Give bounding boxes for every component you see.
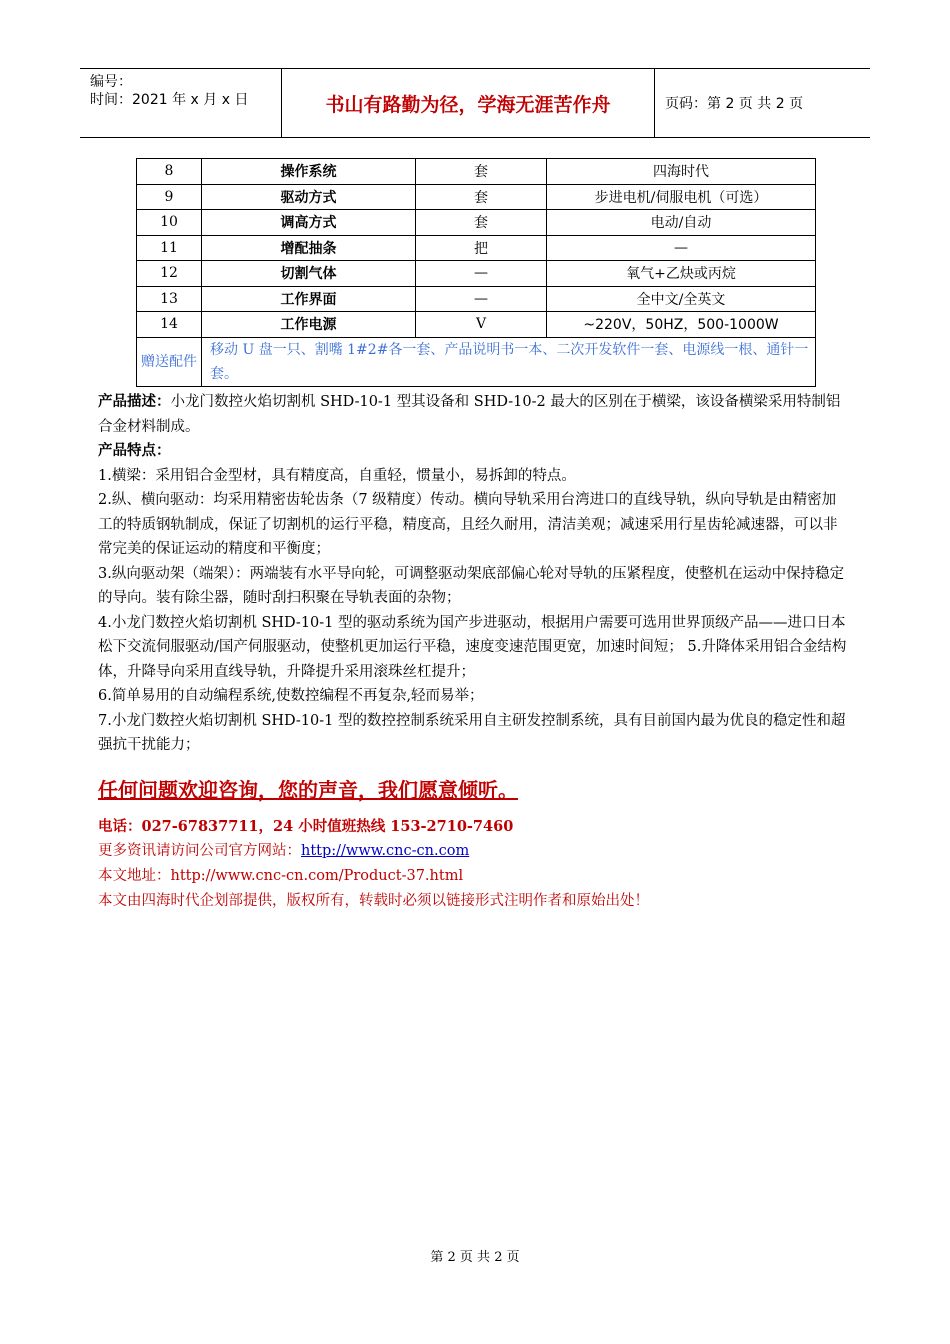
contact-phone: 电话：027-67837711，24 小时值班热线 153-2710-7460 <box>98 818 514 835</box>
product-description <box>98 390 850 439</box>
description-label: 产品描述： <box>98 393 171 410</box>
table-row <box>137 261 816 287</box>
row-unit: 套 <box>416 184 547 210</box>
features-label: 产品特点： <box>98 442 171 459</box>
gift-label: 赠送配件 <box>137 337 202 386</box>
row-unit: 套 <box>416 159 547 185</box>
row-item: 切割气体 <box>202 261 416 287</box>
feature-item: 6.简单易用的自动编程系统,使数控编程不再复杂,轻而易举； <box>98 688 484 704</box>
page-footer: 第 2 页 共 2 页 <box>430 1250 520 1265</box>
copyright-notice: 本文由四海时代企划部提供，版权所有，转载时必须以链接形式注明作者和原始出处！ <box>98 893 649 909</box>
row-value: 电动/自动 <box>547 210 816 236</box>
header-motto: 书山有路勤为径，学海无涯苦作舟 <box>282 69 655 137</box>
page-header <box>80 68 870 138</box>
feature-item: 4.小龙门数控火焰切割机 SHD-10-1 型的驱动系统为国产步进驱动，根据用户需要可选用世界顶级产品——进口日本松下交流伺服驱动/国产伺服驱动，使整机更加运行平稳，速度变速范围更宽，加速时间短； 5.升降体采用铝合金结构体，升降导向采用直线导轨，升降提升采用滚珠丝杠提升； <box>98 614 847 680</box>
row-value: 四海时代 <box>547 159 816 185</box>
header-meta <box>80 69 282 137</box>
row-value: ~220V，50HZ，500-1000W <box>547 312 816 338</box>
row-number: 8 <box>137 159 202 185</box>
header-page-info: 页码：第 2 页 共 2 页 <box>665 96 804 112</box>
table-row <box>137 184 816 210</box>
row-item: 工作界面 <box>202 286 416 312</box>
row-number: 12 <box>137 261 202 287</box>
row-number: 11 <box>137 235 202 261</box>
table-row <box>137 210 816 236</box>
row-value: 全中文/全英文 <box>547 286 816 312</box>
row-item: 调高方式 <box>202 210 416 236</box>
row-item: 驱动方式 <box>202 184 416 210</box>
row-number: 9 <box>137 184 202 210</box>
feature-item: 1.横梁：采用铝合金型材，具有精度高，自重轻，惯量小，易拆卸的特点。 <box>98 467 576 484</box>
website-link[interactable]: http://www.cnc-cn.com <box>301 843 470 859</box>
row-unit: 把 <box>416 235 547 261</box>
header-number: 编号： <box>90 74 132 90</box>
gift-row <box>137 337 816 386</box>
call-to-action: 任何问题欢迎咨询，您的声音，我们愿意倾听。 <box>98 778 518 802</box>
table-row <box>137 312 816 338</box>
website-prefix: 更多资讯请访问公司官方网站： <box>98 843 301 859</box>
row-number: 14 <box>137 312 202 338</box>
feature-item: 2.纵、横向驱动：均采用精密齿轮齿条（7 级精度）传动。横向导轨采用台湾进口的直线导轨，纵向导轨是由精密加工的特质钢轨制成，保证了切割机的运行平稳，精度高，且经久耐用，清洁美观；减速采用行星齿轮减速器，可以非常完美的保证运动的精度和平衡度； <box>98 492 838 557</box>
row-item: 工作电源 <box>202 312 416 338</box>
article-address: 本文地址：http://www.cnc-cn.com/Product-37.html <box>98 868 464 884</box>
table-row <box>137 235 816 261</box>
row-unit: — <box>416 261 547 287</box>
row-number: 13 <box>137 286 202 312</box>
row-item: 增配抽条 <box>202 235 416 261</box>
row-value: 氧气+乙炔或丙烷 <box>547 261 816 287</box>
product-body <box>98 390 850 758</box>
row-unit: V <box>416 312 547 338</box>
gift-text: 移动 U 盘一只、割嘴 1#2#各一套、产品说明书一本、二次开发软件一套、电源线一根、通针一套。 <box>202 337 816 386</box>
description-text: 小龙门数控火焰切割机 SHD-10-1 型其设备和 SHD-10-2 最大的区别在于横梁，该设备横梁采用特制铝合金材料制成。 <box>98 394 841 435</box>
spec-table <box>136 158 816 387</box>
contact-website <box>98 839 858 864</box>
row-unit: — <box>416 286 547 312</box>
feature-item: 3.纵向驱动架（端架）：两端装有水平导向轮，可调整驱动架底部偏心轮对导轨的压紧程度，使整机在运动中保持稳定的导向。装有除尘器，随时刮扫积聚在导轨表面的杂物； <box>98 565 845 606</box>
row-value: — <box>547 235 816 261</box>
row-unit: 套 <box>416 210 547 236</box>
header-time: 时间：2021 年 x 月 x 日 <box>90 92 249 108</box>
row-item: 操作系统 <box>202 159 416 185</box>
row-number: 10 <box>137 210 202 236</box>
feature-item: 7.小龙门数控火焰切割机 SHD-10-1 型的数控控制系统采用自主研发控制系统，具有目前国内最为优良的稳定性和超强抗干扰能力； <box>98 712 846 753</box>
contact-info <box>98 814 858 914</box>
table-row <box>137 159 816 185</box>
row-value: 步进电机/伺服电机（可选） <box>547 184 816 210</box>
table-row <box>137 286 816 312</box>
